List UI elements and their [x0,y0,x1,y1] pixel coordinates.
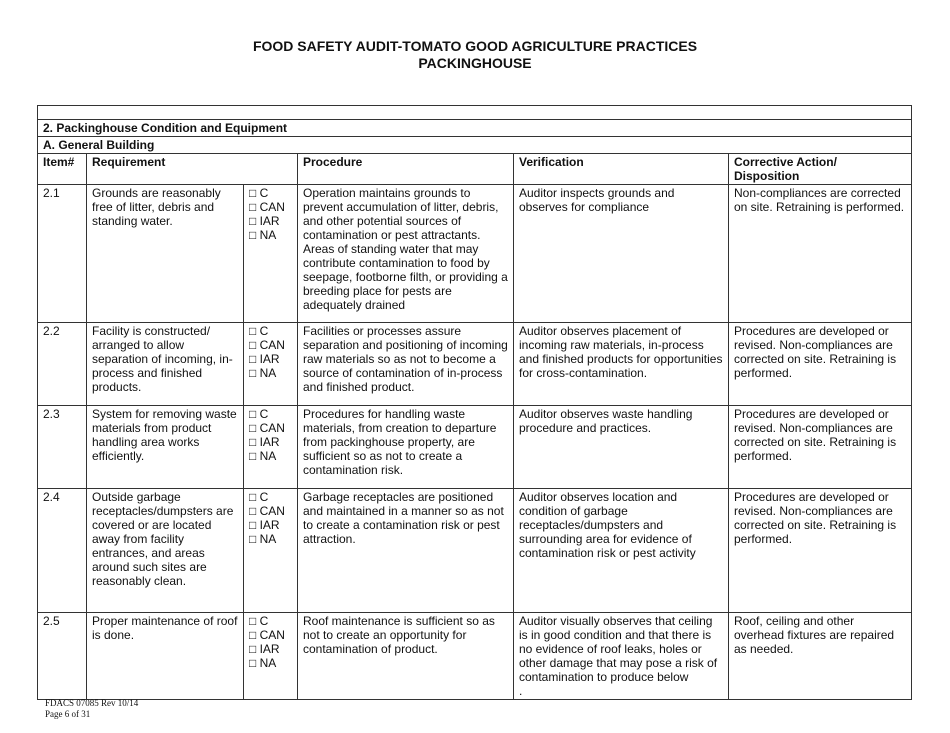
procedure-text: Facilities or processes assure separation and positioning of incoming raw materials so as not to become a source of contamination of in-process and finished product. [298,323,514,406]
option-can[interactable]: □ CAN [249,628,285,642]
item-number: 2.1 [38,185,87,323]
section-title: 2. Packinghouse Condition and Equipment [38,120,912,137]
status-options [244,323,298,406]
option-iar[interactable]: □ IAR [249,642,280,656]
requirement-text: Facility is constructed/ arranged to allow separation of incoming, in-process and finished products. [87,323,244,406]
document-title: FOOD SAFETY AUDIT-TOMATO GOOD AGRICULTURE PRACTICES [252,38,698,54]
verification-text: Auditor visually observes that ceiling is in good condition and that there is no evidence of roof leaks, holes or other damage that may pose a risk of contamination to produce below . [514,613,729,700]
status-options [244,613,298,700]
procedure-text: Procedures for handling waste materials, from creation to departure from packinghouse property, are sufficient so as not to create a contamination risk. [298,406,514,489]
item-number: 2.4 [38,489,87,613]
item-number: 2.2 [38,323,87,406]
corrective-text: Non-compliances are corrected on site. Retraining is performed. [729,185,912,323]
section-row [38,120,912,137]
verification-text: Auditor observes waste handling procedure and practices. [514,406,729,489]
option-can[interactable]: □ CAN [249,338,285,352]
option-iar[interactable]: □ IAR [249,352,280,366]
option-can[interactable]: □ CAN [249,421,285,435]
option-iar[interactable]: □ IAR [249,214,280,228]
audit-table [37,105,912,700]
option-iar[interactable]: □ IAR [249,518,280,532]
option-na[interactable]: □ NA [249,532,277,546]
table-row [38,489,912,613]
form-number: FDACS 07085 Rev 10/14 [45,698,139,708]
option-c[interactable]: □ C [249,614,269,628]
option-can[interactable]: □ CAN [249,200,285,214]
corrective-text: Procedures are developed or revised. Non-compliances are corrected on site. Retraining is performed. [729,406,912,489]
status-options [244,489,298,613]
table-row [38,406,912,489]
blank-row [38,106,912,120]
header-requirement: Requirement [87,154,298,185]
status-options [244,185,298,323]
corrective-text: Roof, ceiling and other overhead fixtures are repaired as needed. [729,613,912,700]
option-na[interactable]: □ NA [249,449,277,463]
table-row [38,323,912,406]
header-verification: Verification [514,154,729,185]
subsection-row [38,137,912,154]
procedure-text: Garbage receptacles are positioned and maintained in a manner so as not to create a contamination risk or pest attraction. [298,489,514,613]
option-c[interactable]: □ C [249,407,269,421]
option-na[interactable]: □ NA [249,656,277,670]
requirement-text: Proper maintenance of roof is done. [87,613,244,700]
procedure-text: Operation maintains grounds to prevent accumulation of litter, debris, and other potential sources of contamination or pest attractants. Areas of standing water that may contribute contamination to food by seepage, footborne filth, or providing a breeding place for pests are adequately drained [298,185,514,323]
document-subtitle: PACKINGHOUSE [418,55,532,71]
verification-text: Auditor observes placement of incoming raw materials, in-process and finished products for opportunities for cross-contamination. [514,323,729,406]
header-row [38,154,912,185]
option-na[interactable]: □ NA [249,228,277,242]
requirement-text: Grounds are reasonably free of litter, debris and standing water. [87,185,244,323]
option-iar[interactable]: □ IAR [249,435,280,449]
page-number: Page 6 of 31 [45,709,91,719]
subsection-title: A. General Building [38,137,912,154]
corrective-text: Procedures are developed or revised. Non-compliances are corrected on site. Retraining is performed. [729,489,912,613]
header-item: Item# [38,154,87,185]
item-number: 2.5 [38,613,87,700]
option-c[interactable]: □ C [249,324,269,338]
item-number: 2.3 [38,406,87,489]
table-row [38,613,912,700]
option-na[interactable]: □ NA [249,366,277,380]
procedure-text: Roof maintenance is sufficient so as not to create an opportunity for contamination of product. [298,613,514,700]
header-procedure: Procedure [298,154,514,185]
requirement-text: Outside garbage receptacles/dumpsters are covered or are located away from facility entrances, and areas around such sites are reasonably clean. [87,489,244,613]
option-c[interactable]: □ C [249,186,269,200]
status-options [244,406,298,489]
verification-text: Auditor observes location and condition of garbage receptacles/dumpsters and surrounding area for evidence of contamination risk or pest activity [514,489,729,613]
header-corrective-action: Corrective Action/ Disposition [729,154,912,185]
table-row [38,185,912,323]
verification-text: Auditor inspects grounds and observes for compliance [514,185,729,323]
requirement-text: System for removing waste materials from product handling area works efficiently. [87,406,244,489]
option-can[interactable]: □ CAN [249,504,285,518]
option-c[interactable]: □ C [249,490,269,504]
corrective-text: Procedures are developed or revised. Non-compliances are corrected on site. Retraining is performed. [729,323,912,406]
